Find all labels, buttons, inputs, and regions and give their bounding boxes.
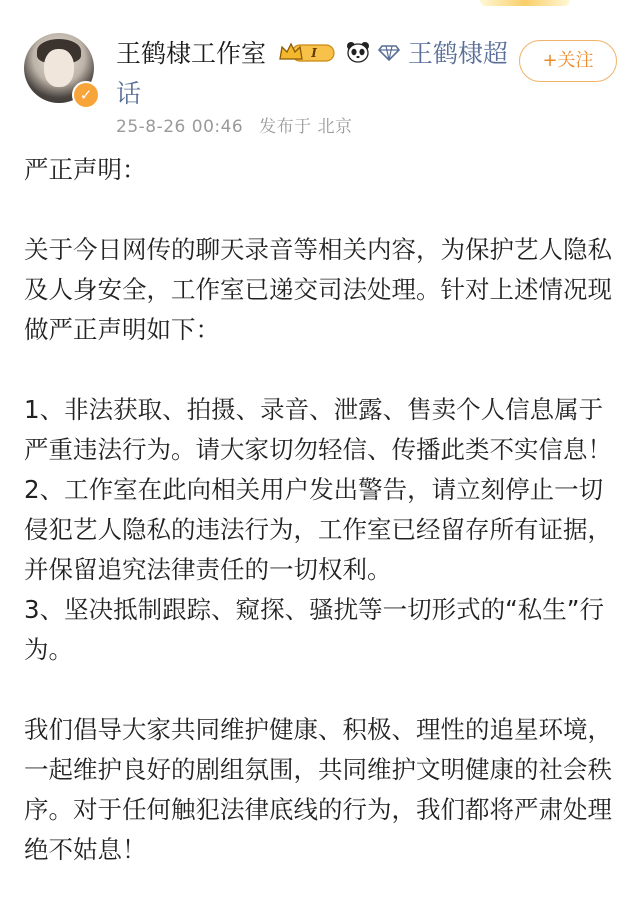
statement-title: 严正声明： (24, 155, 147, 184)
badge-level-text: I (311, 46, 317, 60)
follow-button[interactable]: +关注 (519, 40, 617, 82)
panda-icon (346, 41, 370, 63)
crown-membership-badge-icon[interactable] (278, 41, 336, 63)
super-topic-link[interactable]: 王鹤棣超话 (116, 39, 508, 108)
avatar-face (44, 49, 74, 87)
post-content (24, 150, 624, 870)
post-location: 发布于 北京 (259, 117, 353, 137)
statement-point-1: 1、非法获取、拍摄、录音、泄露、售卖个人信息属于严重违法行为。请大家切勿轻信、传播此类不实信息！ (24, 395, 612, 464)
statement-closing: 我们倡导大家共同维护健康、积极、理性的追星环境，一起维护良好的剧组氛围，共同维护文明健康的社会秩序。对于任何触犯法律底线的行为，我们都将严肃处理绝不姑息！ (24, 715, 612, 864)
statement-point-2: 2、工作室在此向相关用户发出警告，请立刻停止一切侵犯艺人隐私的违法行为，工作室已经留存所有证据，并保留追究法律责任的一切权利。 (24, 475, 612, 584)
statement-point-3: 3、坚决抵制跟踪、窥探、骚扰等一切形式的“私生”行为。 (24, 595, 604, 664)
post-timestamp: 25-8-26 00:46 (116, 117, 244, 137)
post-meta (116, 112, 363, 137)
diamond-icon (378, 43, 400, 61)
author-line (116, 34, 516, 114)
post-header (0, 0, 640, 145)
author-name[interactable]: 王鹤棣工作室 (116, 39, 267, 68)
verified-badge-icon: ✓ (72, 81, 100, 109)
statement-intro: 关于今日网传的聊天录音等相关内容，为保护艺人隐私及人身安全，工作室已递交司法处理。针对上述情况现做严正声明如下： (24, 235, 612, 344)
